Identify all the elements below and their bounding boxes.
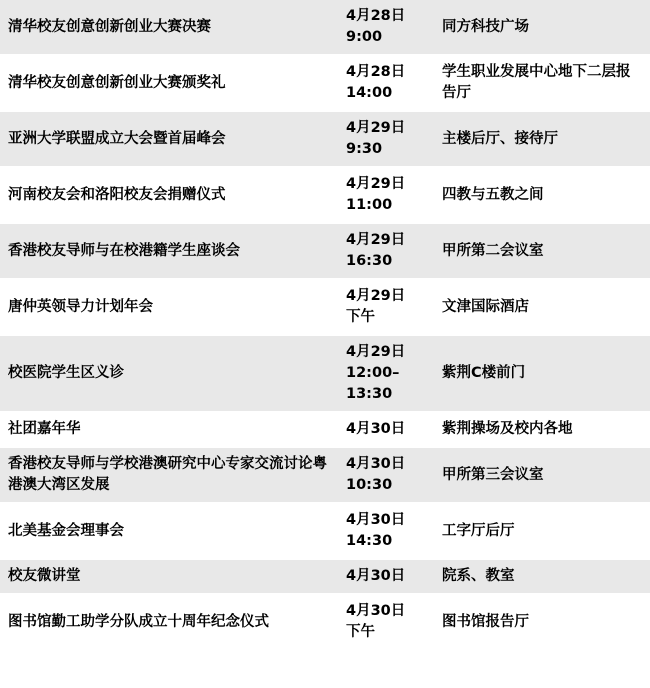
event-datetime-cell: [338, 223, 434, 279]
event-datetime-cell-line: 4月29日: [346, 344, 406, 361]
event-location-cell-line: 紫荆C楼前门: [442, 365, 526, 382]
event-datetime-cell: [338, 0, 434, 55]
event-name-cell-line: 香港校友导师与在校港籍学生座谈会: [8, 242, 240, 259]
event-datetime-cell-line: 4月30日: [346, 456, 406, 473]
event-location-cell-line: 甲所第二会议室: [442, 242, 544, 259]
event-datetime-cell-line: 4月28日: [346, 8, 406, 24]
table-row: [0, 111, 650, 167]
table-row: [0, 55, 650, 111]
event-datetime-cell: [338, 335, 434, 412]
event-location-cell-line: 图书馆报告厅: [442, 613, 529, 630]
event-name-cell: [0, 111, 338, 167]
event-location-cell: [434, 335, 650, 412]
event-datetime-cell-line: 12:00–: [346, 365, 400, 382]
event-location-cell: [434, 559, 650, 594]
event-name-cell: [0, 335, 338, 412]
event-datetime-cell-line: 14:00: [346, 85, 393, 102]
event-datetime-cell-line: 下午: [346, 309, 375, 326]
event-datetime-cell: [338, 594, 434, 650]
event-name-cell: [0, 594, 338, 650]
event-datetime-cell-line: 13:30: [346, 386, 393, 403]
table-row: [0, 503, 650, 559]
event-name-cell: [0, 0, 338, 55]
table-row: [0, 279, 650, 335]
event-datetime-cell: [338, 559, 434, 594]
table-row: [0, 594, 650, 650]
table-row: [0, 412, 650, 447]
event-datetime-cell-line: 下午: [346, 624, 375, 641]
event-location-cell-line: 文津国际酒店: [442, 298, 529, 315]
event-location-cell: [434, 279, 650, 335]
event-name-cell-line: 北美基金会理事会: [8, 522, 124, 539]
event-datetime-cell: [338, 412, 434, 447]
event-datetime-cell-line: 10:30: [346, 477, 393, 494]
event-datetime-cell: [338, 503, 434, 559]
event-name-cell: [0, 503, 338, 559]
event-location-cell-line: 紫荆操场及校内各地: [442, 421, 573, 438]
event-datetime-cell-line: 4月30日: [346, 512, 406, 529]
event-name-cell: [0, 447, 338, 503]
event-location-cell: [434, 167, 650, 223]
table-row: [0, 167, 650, 223]
event-datetime-cell-line: 16:30: [346, 253, 393, 270]
event-name-cell-line: 校友微讲堂: [8, 568, 81, 585]
event-name-cell-line: 香港校友导师与学校港澳研究中心专家交流讨论粤港澳大湾区发展: [8, 456, 327, 494]
table-row: [0, 559, 650, 594]
event-location-cell-line: 甲所第三会议室: [442, 466, 544, 483]
event-location-cell: [434, 55, 650, 111]
event-location-cell: [434, 111, 650, 167]
event-name-cell-line: 河南校友会和洛阳校友会捐赠仪式: [8, 186, 226, 203]
event-location-cell-line: 四教与五教之间: [442, 186, 544, 203]
event-location-cell-line: 工字厅后厅: [442, 522, 515, 539]
event-location-cell: [434, 223, 650, 279]
event-name-cell-line: 图书馆勤工助学分队成立十周年纪念仪式: [8, 613, 269, 630]
event-datetime-cell: [338, 279, 434, 335]
event-datetime-cell-line: 9:30: [346, 141, 383, 158]
event-location-cell: [434, 412, 650, 447]
event-name-cell: [0, 279, 338, 335]
event-name-cell: [0, 167, 338, 223]
event-datetime-cell-line: 4月29日: [346, 288, 406, 305]
event-datetime-cell: [338, 55, 434, 111]
event-name-cell: [0, 559, 338, 594]
event-location-cell-line: 主楼后厅、接待厅: [442, 130, 558, 147]
event-location-cell: [434, 447, 650, 503]
event-name-cell: [0, 223, 338, 279]
table-row: [0, 335, 650, 412]
event-location-cell: [434, 503, 650, 559]
event-datetime-cell: [338, 447, 434, 503]
event-name-cell-line: 清华校友创意创新创业大赛颁奖礼: [8, 74, 226, 91]
event-datetime-cell-line: 4月30日: [346, 603, 406, 620]
event-datetime-cell-line: 4月29日: [346, 232, 406, 249]
table-row: [0, 0, 650, 55]
event-datetime-cell: [338, 111, 434, 167]
event-datetime-cell-line: 4月29日: [346, 176, 406, 193]
table-row: [0, 223, 650, 279]
event-location-cell: [434, 0, 650, 55]
event-location-cell-line: 学生职业发展中心地下二层报告厅: [442, 64, 631, 102]
event-name-cell-line: 社团嘉年华: [8, 421, 81, 438]
event-name-cell-line: 清华校友创意创新创业大赛决赛: [8, 18, 211, 35]
event-location-cell-line: 院系、教室: [442, 568, 515, 585]
event-datetime-cell-line: 9:00: [346, 29, 383, 46]
event-name-cell-line: 唐仲英领导力计划年会: [8, 298, 153, 315]
event-datetime-cell-line: 11:00: [346, 197, 393, 214]
table-row: [0, 447, 650, 503]
event-datetime-cell: [338, 167, 434, 223]
event-name-cell: [0, 55, 338, 111]
event-datetime-cell-line: 14:30: [346, 533, 393, 550]
event-datetime-cell-line: 4月29日: [346, 120, 406, 137]
event-name-cell: [0, 412, 338, 447]
event-location-cell: [434, 594, 650, 650]
event-datetime-cell-line: 4月30日: [346, 421, 406, 438]
event-datetime-cell-line: 4月28日: [346, 64, 406, 81]
event-name-cell-line: 亚洲大学联盟成立大会暨首届峰会: [8, 130, 226, 147]
event-datetime-cell-line: 4月30日: [346, 568, 406, 585]
event-location-cell-line: 同方科技广场: [442, 18, 529, 35]
event-name-cell-line: 校医院学生区义诊: [8, 365, 124, 382]
